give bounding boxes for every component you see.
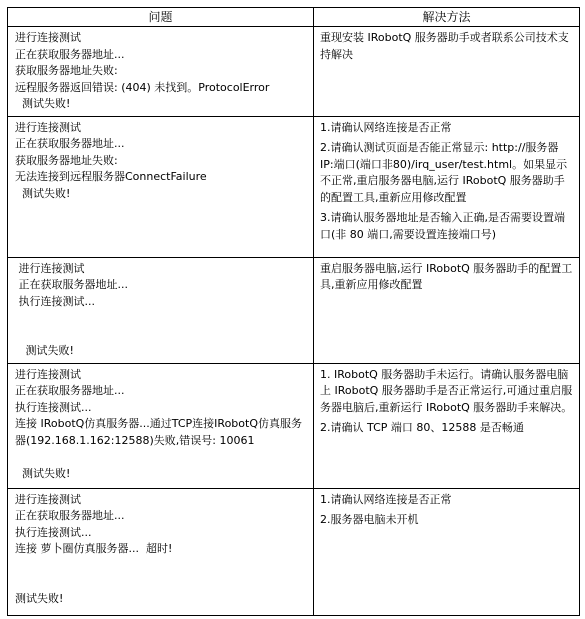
problem-line: 执行连接测试... bbox=[15, 294, 95, 308]
problem-cell bbox=[8, 27, 314, 117]
problem-line: 执行连接测试... bbox=[15, 400, 92, 414]
solution-cell bbox=[314, 257, 580, 363]
solution-text: 重现安装 IRobotQ 服务器助手或者联系公司技术支持解决 bbox=[320, 31, 569, 61]
problem-line: 获取服务器地址失败: bbox=[15, 64, 118, 77]
problem-line bbox=[15, 574, 308, 591]
solution-cell bbox=[314, 116, 580, 257]
problem-line: 测试失败! bbox=[15, 186, 71, 200]
problem-line: 正在获取服务器地址... bbox=[15, 47, 125, 61]
solution-cell bbox=[314, 488, 580, 615]
header-row bbox=[8, 8, 580, 27]
problem-line: 测试失败! bbox=[15, 591, 64, 605]
problem-line: 正在获取服务器地址... bbox=[15, 384, 125, 397]
table-row bbox=[8, 27, 580, 117]
problem-line: 进行连接测试 bbox=[15, 31, 81, 44]
problem-cell bbox=[8, 363, 314, 488]
problem-line bbox=[15, 327, 308, 344]
problem-line bbox=[15, 449, 308, 466]
problem-line: 进行连接测试 bbox=[15, 120, 81, 134]
solution-text: 重启服务器电脑,运行 IRobotQ 服务器助手的配置工具,重新应用修改配置 bbox=[320, 261, 573, 291]
solution-item: 2.服务器电脑未开机 bbox=[320, 513, 419, 526]
problem-line: 进行连接测试 bbox=[15, 261, 85, 275]
troubleshooting-table bbox=[7, 7, 580, 616]
problem-line: 连接 萝卜圈仿真服务器... 超时! bbox=[15, 542, 173, 555]
solution-item: 3.请确认服务器地址是否输入正确,是否需要设置端口(非 80 端口,需要设置连接端口号) bbox=[320, 211, 565, 241]
solution-cell bbox=[314, 363, 580, 488]
solution-item: 1. IRobotQ 服务器助手未运行。请确认服务器电脑上 IRobotQ 服务器助手是否正常运行,可通过重启服务器电脑后,重新运行 IRobotQ 服务器助手来解决。 bbox=[320, 367, 573, 414]
problem-line: 正在获取服务器地址... bbox=[15, 278, 128, 291]
problem-line: 进行连接测试 bbox=[15, 492, 81, 506]
table-row bbox=[8, 363, 580, 488]
problem-line: 测试失败! bbox=[15, 344, 74, 357]
solution-item: 1.请确认网络连接是否正常 bbox=[320, 120, 452, 134]
problem-column-header: 问题 bbox=[8, 8, 314, 27]
problem-line: 无法连接到远程服务器ConnectFailure bbox=[15, 170, 207, 183]
table-row bbox=[8, 488, 580, 615]
solution-item: 2.请确认测试页面是否能正常显示: http://服务器 IP:端口(端口非80)/irq_user/test.html。如果显示不正常,重启服务器电脑,运行 IRobotQ 服务器助手的配置工具,重新应用修改配置 bbox=[320, 141, 568, 204]
problem-cell bbox=[8, 488, 314, 615]
solution-column-header: 解决方法 bbox=[314, 8, 580, 27]
problem-line: 连接 IRobotQ仿真服务器...通过TCP连接IRobotQ仿真服务器(192.168.1.162:12588)失败,错误号: 10061 bbox=[15, 417, 302, 447]
solution-item: 1.请确认网络连接是否正常 bbox=[320, 492, 452, 506]
problem-line: 进行连接测试 bbox=[15, 367, 81, 381]
solution-item: 2.请确认 TCP 端口 80、12588 是否畅通 bbox=[320, 421, 524, 434]
solution-cell bbox=[314, 27, 580, 117]
problem-cell bbox=[8, 257, 314, 363]
problem-cell bbox=[8, 116, 314, 257]
problem-line: 远程服务器返回错误: (404) 未找到。ProtocolError bbox=[15, 80, 270, 94]
problem-line: 执行连接测试... bbox=[15, 525, 92, 539]
problem-line: 正在获取服务器地址... bbox=[15, 137, 125, 150]
problem-line bbox=[15, 558, 308, 575]
problem-line: 测试失败! bbox=[15, 466, 71, 480]
problem-line: 获取服务器地址失败: bbox=[15, 153, 118, 167]
problem-line: 测试失败! bbox=[15, 97, 71, 110]
problem-line: 正在获取服务器地址... bbox=[15, 509, 125, 522]
table-row bbox=[8, 257, 580, 363]
problem-line bbox=[15, 310, 308, 327]
table-row bbox=[8, 116, 580, 257]
